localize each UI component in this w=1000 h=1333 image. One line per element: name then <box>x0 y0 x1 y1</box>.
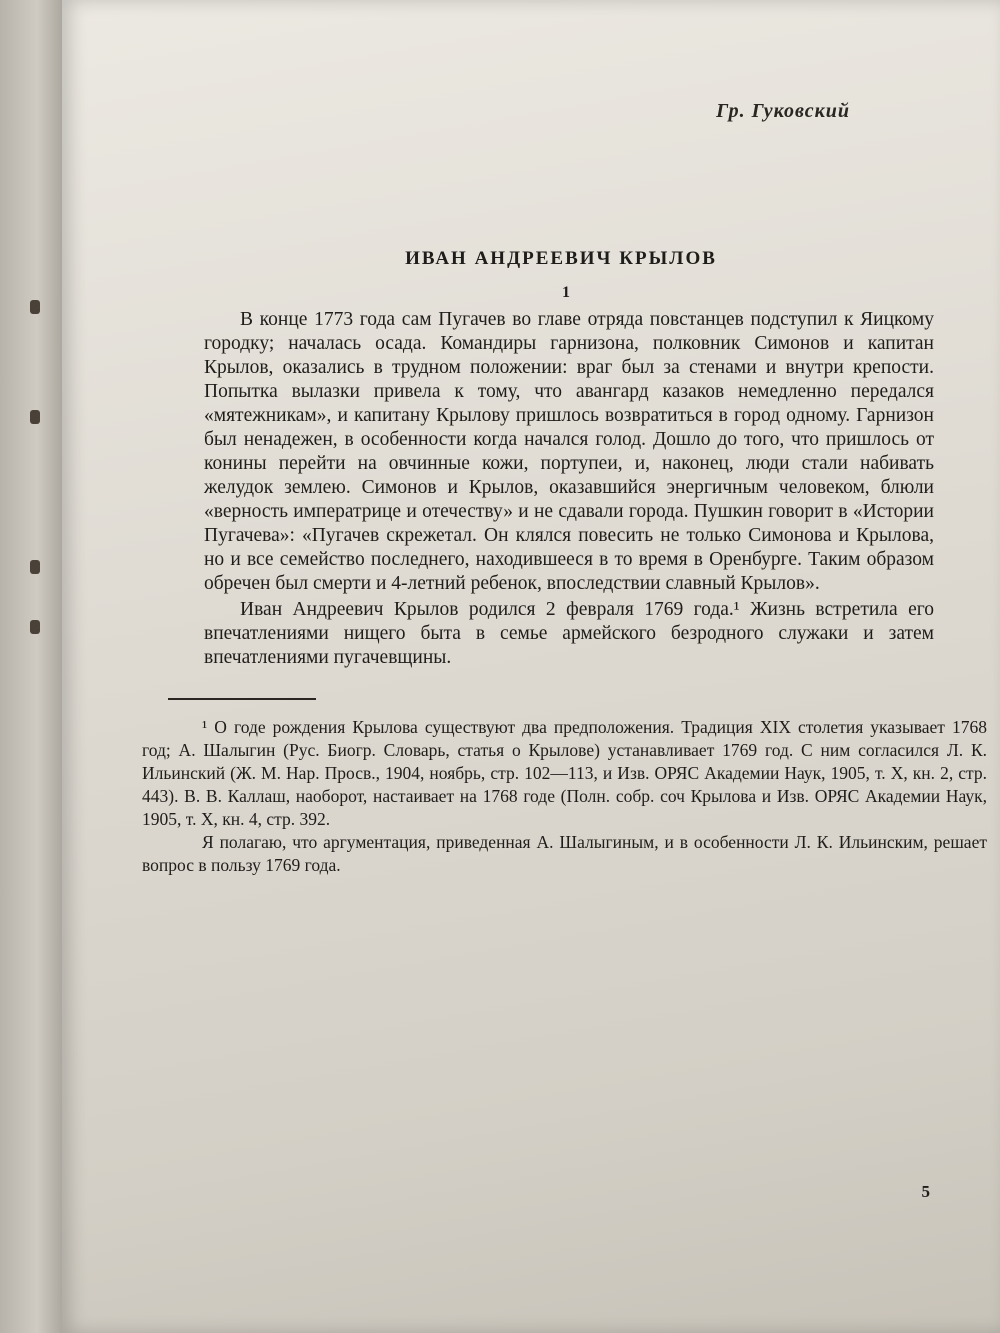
footnote: ¹ О годе рождения Крылова существуют два предположения. Традиция XIX столетия указывает 1768 год; А. Шалыгин (Рус. Биогр. Словарь, статья о Крылове) устанавливает 1769 год. С ним согласился Л. К. Ильинский (Ж. М. Нар. Просв., 1904, ноябрь, стр. 102—113, и Изв. ОРЯС Академии Наук, 1905, т. X, кн. 2, стр. 443). В. В. Каллаш, наоборот, настаивает на 1768 годе (Полн. собр. соч Крылова и Изв. ОРЯС Академии Наук, 1905, т. X, кн. 4, стр. 392. <box>142 716 987 829</box>
chapter-number: 1 <box>562 284 570 301</box>
binding-hole <box>30 620 40 634</box>
binding-hole <box>30 410 40 424</box>
footnote-divider <box>168 698 316 700</box>
footnote: Я полагаю, что аргументация, приведенная А. Шалыгиным, и в особенности Л. К. Ильинским, решает вопрос в пользу 1769 года. <box>142 831 987 875</box>
book-page <box>62 0 1000 1333</box>
main-text <box>204 308 934 670</box>
binding-hole <box>30 560 40 574</box>
footnotes <box>142 716 987 877</box>
chapter-title: ИВАН АНДРЕЕВИЧ КРЫЛОВ <box>405 248 717 269</box>
binding-hole <box>30 300 40 314</box>
author-name: Гр. Гуковский <box>716 100 850 122</box>
paragraph: Иван Андреевич Крылов родился 2 февраля 1769 года.¹ Жизнь встретила его впечатлениями нищего быта в семье армейского безродного служаки и затем впечатлениями пугачевщины. <box>204 599 934 668</box>
page-number: 5 <box>921 1182 930 1201</box>
paragraph: В конце 1773 года сам Пугачев во главе отряда повстанцев подступил к Яицкому городку; началась осада. Командиры гарнизона, полковник Симонов и капитан Крылов, оказались в трудном положении: враг был за стенами и внутри крепости. Попытка вылазки привела к тому, что авангард казаков немедленно передался «мятежникам», и капитану Крылову пришлось возвратиться в город одному. Гарнизон был ненадежен, в особенности когда начался голод. Дошло до того, что пришлось от конины перейти на овчинные кожи, портупеи, и, наконец, люди стали набивать желудок землею. Симонов и Крылов, оказавшийся энергичным человеком, блюли «верность императрице и отечеству» и не сдавали города. Пушкин говорит в «Истории Пугачева»: «Пугачев скрежетал. Он клялся повесить не только Симонова и Крылова, но и все семейство последнего, находившееся в то время в Оренбурге. Таким образом обречен был смерти и 4-летний ребенок, впоследствии славный Крылов». <box>204 309 934 594</box>
